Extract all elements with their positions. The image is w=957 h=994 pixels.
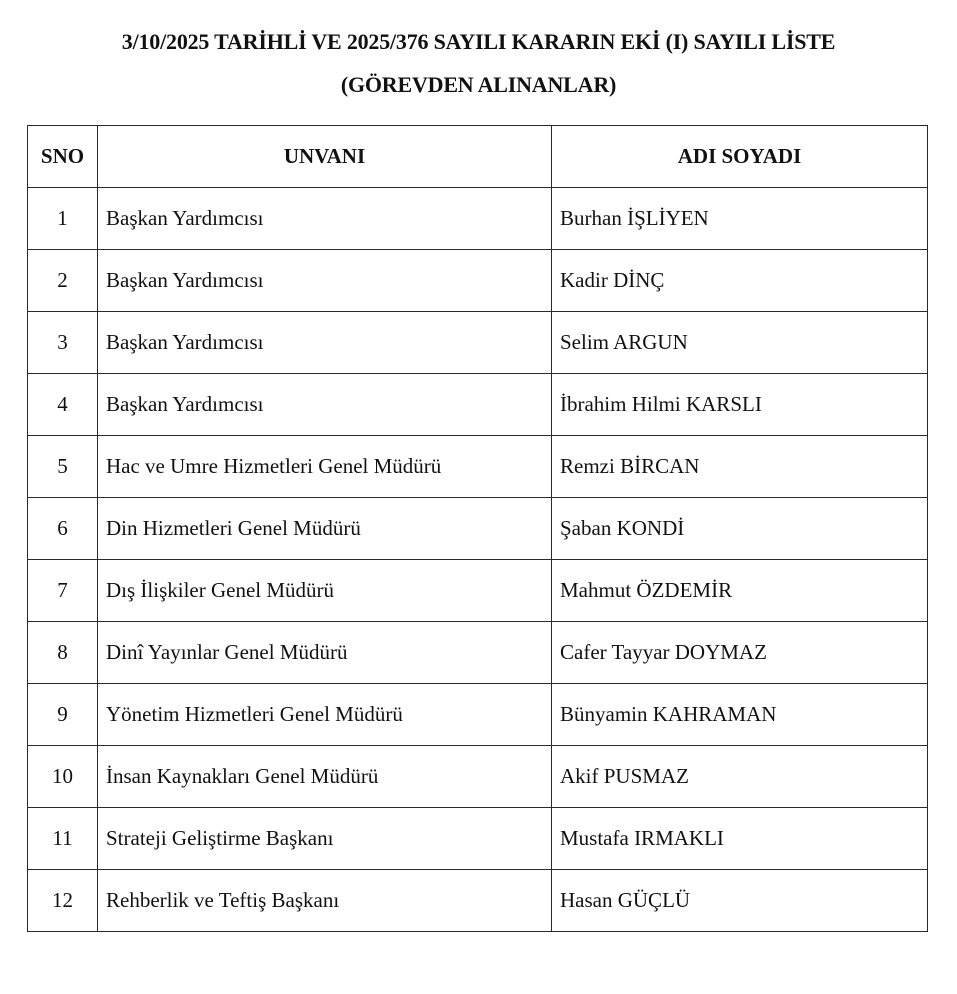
sno-cell: 5: [28, 436, 98, 498]
name-cell: Akif PUSMAZ: [552, 746, 928, 808]
document-subtitle: (GÖREVDEN ALINANLAR): [340, 72, 617, 97]
table-row: [28, 746, 928, 808]
table-row: [28, 188, 928, 250]
title-cell: Dış İlişkiler Genel Müdürü: [98, 560, 552, 622]
header-title: UNVANI: [98, 126, 552, 188]
sno-cell: 11: [28, 808, 98, 870]
sno-cell: 6: [28, 498, 98, 560]
dismissed-officials-table: [27, 125, 928, 932]
title-cell: Başkan Yardımcısı: [98, 188, 552, 250]
name-cell: Bünyamin KAHRAMAN: [552, 684, 928, 746]
title-cell: Yönetim Hizmetleri Genel Müdürü: [98, 684, 552, 746]
name-cell: Cafer Tayyar DOYMAZ: [552, 622, 928, 684]
table-row: [28, 374, 928, 436]
table-row: [28, 808, 928, 870]
table-row: [28, 870, 928, 932]
sno-cell: 1: [28, 188, 98, 250]
title-cell: Hac ve Umre Hizmetleri Genel Müdürü: [98, 436, 552, 498]
sno-cell: 2: [28, 250, 98, 312]
table-row: [28, 560, 928, 622]
table-row: [28, 250, 928, 312]
document-title: 3/10/2025 TARİHLİ VE 2025/376 SAYILI KARARIN EKİ (I) SAYILI LİSTE: [121, 29, 836, 54]
table-row: [28, 436, 928, 498]
title-cell: Başkan Yardımcısı: [98, 374, 552, 436]
sno-cell: 8: [28, 622, 98, 684]
sno-cell: 9: [28, 684, 98, 746]
name-cell: Şaban KONDİ: [552, 498, 928, 560]
name-cell: Hasan GÜÇLÜ: [552, 870, 928, 932]
name-cell: Kadir DİNÇ: [552, 250, 928, 312]
title-cell: Rehberlik ve Teftiş Başkanı: [98, 870, 552, 932]
table-header-row: [28, 126, 928, 188]
sno-cell: 3: [28, 312, 98, 374]
table-row: [28, 312, 928, 374]
title-cell: Din Hizmetleri Genel Müdürü: [98, 498, 552, 560]
header-name: ADI SOYADI: [552, 126, 928, 188]
title-cell: Strateji Geliştirme Başkanı: [98, 808, 552, 870]
sno-cell: 10: [28, 746, 98, 808]
table-row: [28, 622, 928, 684]
title-cell: Başkan Yardımcısı: [98, 250, 552, 312]
title-cell: Başkan Yardımcısı: [98, 312, 552, 374]
title-cell: İnsan Kaynakları Genel Müdürü: [98, 746, 552, 808]
name-cell: Remzi BİRCAN: [552, 436, 928, 498]
table-body: [28, 188, 928, 932]
table-row: [28, 684, 928, 746]
name-cell: Burhan İŞLİYEN: [552, 188, 928, 250]
sno-cell: 4: [28, 374, 98, 436]
name-cell: İbrahim Hilmi KARSLI: [552, 374, 928, 436]
table-row: [28, 498, 928, 560]
sno-cell: 7: [28, 560, 98, 622]
header-sno: SNO: [28, 126, 98, 188]
sno-cell: 12: [28, 870, 98, 932]
name-cell: Mustafa IRMAKLI: [552, 808, 928, 870]
name-cell: Mahmut ÖZDEMİR: [552, 560, 928, 622]
title-cell: Dinî Yayınlar Genel Müdürü: [98, 622, 552, 684]
name-cell: Selim ARGUN: [552, 312, 928, 374]
